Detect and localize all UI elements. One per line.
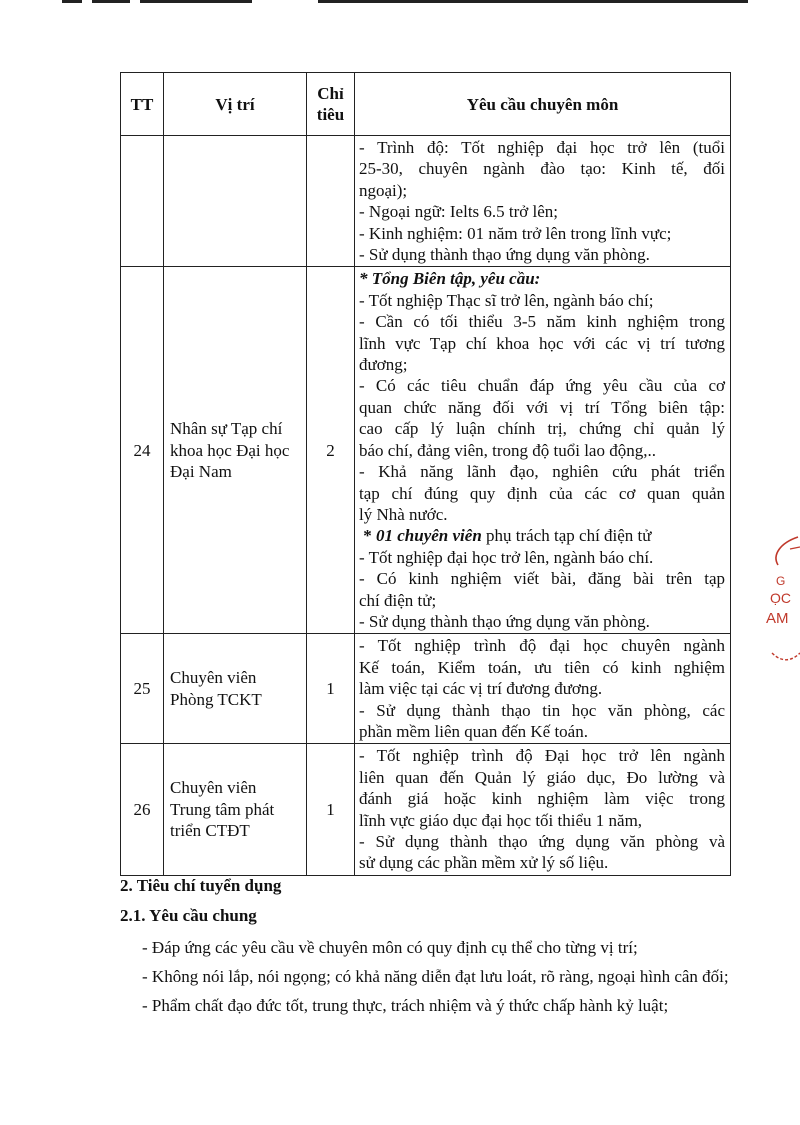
row-quota: 1: [307, 744, 355, 875]
req-line: sử dụng các phần mềm xử lý số liệu.: [359, 853, 609, 873]
req-line: - Có các tiêu chuẩn đáp ứng yêu cầu của cơ: [359, 376, 725, 396]
req-line: - Tốt nghiệp trình độ đại học chuyên ngành: [359, 636, 725, 656]
seal-text: AM: [766, 610, 789, 627]
row-tt: 25: [121, 634, 164, 744]
req-line: - Sử dụng thành thạo ứng dụng văn phòng.: [359, 245, 650, 265]
req-line: cao cấp lý luận chính trị, chứng chỉ quản lý: [359, 419, 725, 439]
seal-text: ỌC: [770, 590, 791, 606]
req-line: - Ngoại ngữ: Ielts 6.5 trở lên;: [359, 202, 559, 222]
section-heading: 2. Tiêu chí tuyển dụng: [120, 876, 282, 895]
req-line: lý Nhà nước.: [359, 504, 448, 524]
red-seal-fragment: [760, 535, 800, 675]
req-line: - Khả năng lãnh đạo, nghiên cứu phát triển: [359, 462, 725, 482]
row-requirements: [355, 744, 731, 875]
req-line: - Tốt nghiệp Thạc sĩ trở lên, ngành báo chí;: [359, 290, 654, 310]
paragraph: - Phẩm chất đạo đức tốt, trung thực, trách nhiệm và ý thức chấp hành kỷ luật;: [142, 996, 669, 1015]
row-quota: 1: [307, 634, 355, 744]
req-line: Kế toán, Kiểm toán, ưu tiên có kinh nghiệm: [359, 657, 725, 677]
header-requirements: Yêu cầu chuyên môn: [355, 73, 731, 136]
table-row: [121, 634, 731, 744]
section-subheading: 2.1. Yêu cầu chung: [120, 906, 257, 925]
row-tt: 24: [121, 267, 164, 634]
req-line: 25-30, chuyên ngành đào tạo: Kinh tế, đối: [359, 159, 725, 179]
row-position: Chuyên viên Phòng TCKT: [164, 634, 307, 744]
paragraph: - Đáp ứng các yêu cầu về chuyên môn có quy định cụ thể cho từng vị trí;: [142, 938, 638, 957]
req-line: phần mềm liên quan đến Kế toán.: [359, 721, 588, 741]
req-line: - Sử dụng thành thạo tin học văn phòng, các: [359, 700, 725, 720]
row-quota: [307, 136, 355, 267]
table-row: [121, 744, 731, 875]
row-position: [164, 136, 307, 267]
req-line: - Cần có tối thiểu 3-5 năm kinh nghiệm trong: [359, 312, 725, 332]
req-line: làm việc tại các vị trí đương đương.: [359, 679, 603, 699]
req-line: lĩnh vực Tạp chí khoa học với các vị trí tương: [359, 333, 725, 353]
paragraph: - Không nói lắp, nói ngọng; có khả năng diễn đạt lưu loát, rõ ràng, ngoại hình cân đối;: [142, 967, 729, 986]
req-line: ngoại);: [359, 180, 408, 200]
row-quota: 2: [307, 267, 355, 634]
row-position: Nhân sự Tạp chí khoa học Đại học Đại Nam: [164, 267, 307, 634]
req-line: liên quan đến Quản lý giáo dục, Đo lường và: [359, 767, 725, 787]
recruitment-table: [120, 72, 731, 876]
req-line: - Sử dụng thành thạo ứng dụng văn phòng.: [359, 611, 650, 631]
req-line: chí điện tử;: [359, 590, 437, 610]
specialist-desc: phụ trách tạp chí điện tử: [486, 526, 652, 546]
req-line: lĩnh vực giáo dục đại học tối thiểu 1 năm,: [359, 810, 643, 830]
scan-top-marks: [0, 0, 800, 8]
req-line-editor-heading: * Tổng Biên tập, yêu cầu:: [359, 269, 541, 289]
req-line: - Sử dụng thành thạo ứng dụng văn phòng và: [359, 832, 725, 851]
row-requirements: [355, 136, 731, 267]
req-line: đương;: [359, 355, 408, 375]
table-row: [121, 267, 731, 634]
req-line: quan chức năng đối với vị trí Tổng biên tập:: [359, 397, 725, 417]
req-line: tạp chí đúng quy định của các cơ quan quản: [359, 483, 725, 503]
table-row: [121, 136, 731, 267]
specialist-label: 01 chuyên viên: [376, 526, 482, 546]
req-line: báo chí, đảng viên, trong độ tuổi lao động,..: [359, 440, 656, 460]
section-body: [120, 935, 735, 1018]
req-line: - Tốt nghiệp trình độ Đại học trở lên ngành: [359, 746, 725, 766]
row-requirements: [355, 267, 731, 634]
req-line: - Tốt nghiệp đại học trở lên, ngành báo chí.: [359, 547, 654, 567]
table-header-row: [121, 73, 731, 136]
req-line: - Kinh nghiệm: 01 năm trở lên trong lĩnh vực;: [359, 223, 672, 243]
row-requirements: [355, 634, 731, 744]
header-tt: TT: [121, 73, 164, 136]
req-line: đánh giá hoặc kinh nghiệm làm việc trong: [359, 789, 725, 809]
req-line: - Có kinh nghiệm viết bài, đăng bài trên tạp: [359, 569, 725, 589]
row-tt: [121, 136, 164, 267]
row-position: Chuyên viên Trung tâm phát triển CTĐT: [164, 744, 307, 875]
seal-text: G: [776, 574, 786, 588]
header-position: Vị trí: [164, 73, 307, 136]
header-quota: Chỉ tiêu: [307, 73, 355, 136]
row-tt: 26: [121, 744, 164, 875]
req-line: - Trình độ: Tốt nghiệp đại học trở lên (tuổi: [359, 138, 725, 157]
req-line-specialist: * 01 chuyên viên phụ trách tạp chí điện tử: [363, 526, 652, 546]
